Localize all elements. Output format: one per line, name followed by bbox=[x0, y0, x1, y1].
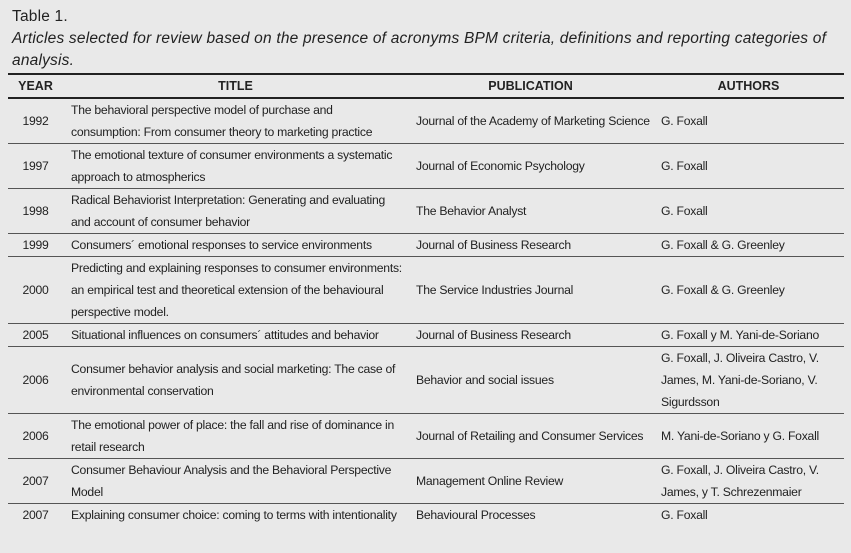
cell-year: 1998 bbox=[22, 204, 49, 218]
table-caption bbox=[8, 6, 844, 72]
cell-authors: G. Foxall bbox=[661, 114, 708, 128]
table-figure bbox=[8, 6, 844, 526]
header-publication: PUBLICATION bbox=[488, 79, 573, 93]
cell-title: Consumer behavior analysis and social marketing: The case of environmental conservation bbox=[71, 362, 396, 398]
table-description: Articles selected for review based on the presence of acronyms BPM criteria, definitions and reporting categories of analysis. bbox=[12, 30, 827, 69]
cell-authors: G. Foxall, J. Oliveira Castro, V. James, y T. Schrezenmaier bbox=[661, 463, 819, 499]
cell-publication: The Service Industries Journal bbox=[416, 283, 574, 297]
cell-publication: Journal of the Academy of Marketing Science bbox=[416, 114, 650, 128]
cell-authors: G. Foxall & G. Greenley bbox=[661, 238, 785, 252]
table-row bbox=[8, 144, 844, 189]
cell-year: 1997 bbox=[22, 159, 49, 173]
cell-year: 2007 bbox=[22, 474, 49, 488]
cell-year: 2005 bbox=[22, 328, 49, 342]
header-title: TITLE bbox=[218, 79, 253, 93]
cell-publication: Journal of Retailing and Consumer Services bbox=[416, 429, 644, 443]
cell-year: 1999 bbox=[22, 238, 49, 252]
cell-year: 2007 bbox=[22, 508, 49, 522]
cell-authors: G. Foxall y M. Yani-de-Soriano bbox=[661, 328, 820, 342]
table-label: Table 1. bbox=[12, 8, 68, 25]
table-row bbox=[8, 414, 844, 459]
cell-title: The emotional texture of consumer environments a systematic approach to atmospherics bbox=[71, 148, 393, 184]
cell-publication: Behavior and social issues bbox=[416, 373, 554, 387]
cell-publication: Journal of Business Research bbox=[416, 238, 571, 252]
table-header-row bbox=[8, 74, 844, 98]
cell-year: 2006 bbox=[22, 429, 49, 443]
cell-title: Situational influences on consumers´ attitudes and behavior bbox=[71, 328, 379, 342]
cell-authors: G. Foxall & G. Greenley bbox=[661, 283, 785, 297]
cell-publication: Journal of Business Research bbox=[416, 328, 571, 342]
cell-authors: G. Foxall bbox=[661, 159, 708, 173]
cell-authors: G. Foxall, J. Oliveira Castro, V. James, M. Yani-de-Soriano, V. Sigurdsson bbox=[661, 351, 819, 409]
cell-title: Predicting and explaining responses to consumer environments: an empirical test and theoretical extension of the behavioural perspective model. bbox=[71, 261, 402, 319]
cell-authors: G. Foxall bbox=[661, 204, 708, 218]
articles-table bbox=[8, 73, 844, 526]
table-row bbox=[8, 459, 844, 504]
cell-publication: Management Online Review bbox=[416, 474, 564, 488]
header-year: YEAR bbox=[18, 79, 53, 93]
cell-year: 1992 bbox=[22, 114, 49, 128]
table-row bbox=[8, 504, 844, 527]
cell-authors: G. Foxall bbox=[661, 508, 708, 522]
cell-publication: Journal of Economic Psychology bbox=[416, 159, 585, 173]
table-row bbox=[8, 257, 844, 324]
table-row bbox=[8, 347, 844, 414]
cell-year: 2006 bbox=[22, 373, 49, 387]
cell-publication: Behavioural Processes bbox=[416, 508, 536, 522]
cell-title: Radical Behaviorist Interpretation: Generating and evaluating and account of consumer behavior bbox=[71, 193, 386, 229]
cell-title: The emotional power of place: the fall and rise of dominance in retail research bbox=[71, 418, 394, 454]
cell-publication: The Behavior Analyst bbox=[416, 204, 527, 218]
table-row bbox=[8, 189, 844, 234]
cell-title: Explaining consumer choice: coming to terms with intentionality bbox=[71, 508, 397, 522]
cell-title: The behavioral perspective model of purchase and consumption: From consumer theory to marketing practice bbox=[71, 103, 373, 139]
table-row bbox=[8, 324, 844, 347]
table-body bbox=[8, 98, 844, 526]
cell-year: 2000 bbox=[22, 283, 49, 297]
table-row bbox=[8, 234, 844, 257]
table-row bbox=[8, 98, 844, 144]
cell-authors: M. Yani-de-Soriano y G. Foxall bbox=[661, 429, 820, 443]
cell-title: Consumers´ emotional responses to service environments bbox=[71, 238, 372, 252]
header-authors: AUTHORS bbox=[717, 79, 780, 93]
cell-title: Consumer Behaviour Analysis and the Behavioral Perspective Model bbox=[71, 463, 392, 499]
